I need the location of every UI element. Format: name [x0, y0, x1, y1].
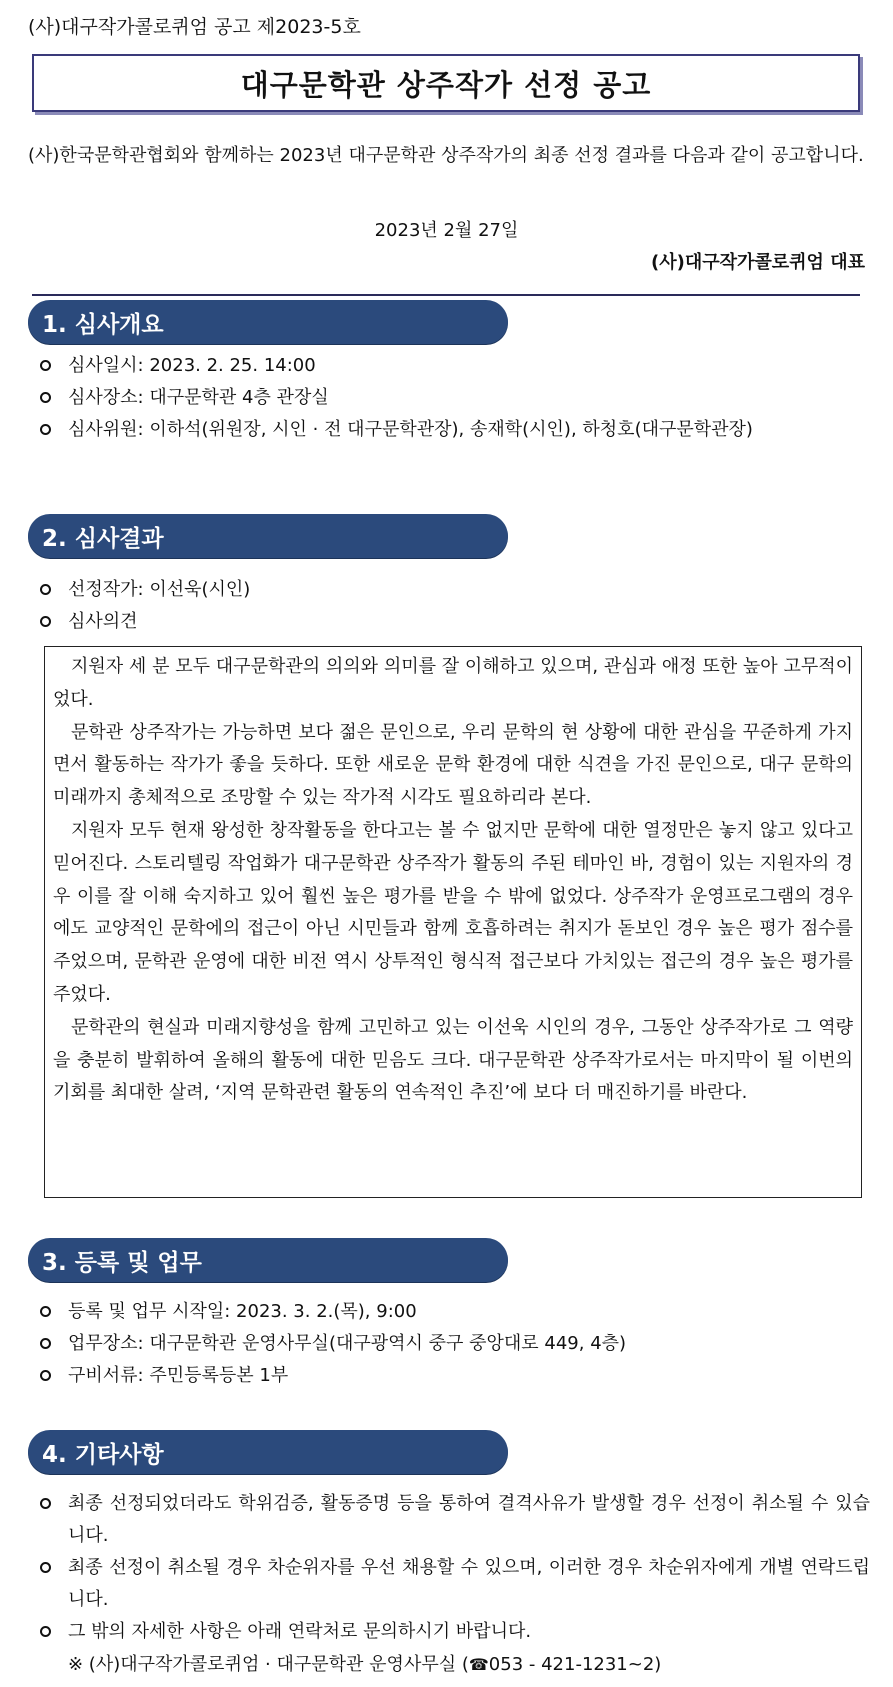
contact-prefix: ※ (사)대구작가콜로퀴엄 · 대구문학관 운영사무실 (	[68, 1654, 469, 1675]
opinion-paragraph: 지원자 세 분 모두 대구문학관의 의의와 의미를 잘 이해하고 있으며, 관심과 애정 또한 높아 고무적이었다.	[53, 656, 853, 710]
circle-bullet-icon	[40, 1306, 51, 1317]
list-item	[40, 1552, 870, 1616]
item-text: 선정작가: 이선욱(시인)	[68, 579, 251, 600]
circle-bullet-icon	[40, 392, 51, 403]
item-text: 심사장소: 대구문학관 4층 관장실	[68, 387, 329, 408]
item-text: 그 밖의 자세한 사항은 아래 연락처로 문의하시기 바랍니다.	[68, 1621, 532, 1642]
opinion-box	[44, 646, 862, 1198]
item-text: 심사위원: 이하석(위원장, 시인 · 전 대구문학관장), 송재학(시인), 하청호(대구문학관장)	[68, 419, 753, 440]
contact-line	[68, 1650, 661, 1676]
opinion-paragraph: 문학관 상주작가는 가능하면 보다 젊은 문인으로, 우리 문학의 현 상황에 대한 관심을 꾸준하게 가지면서 활동하는 작가가 좋을 듯하다. 또한 새로운 문학 환경에 대한 식견을 가진 문인으로, 대구 문학의 미래까지 총체적으로 조망할 수 있는 작가적 시각도 필요하리라 본다.	[53, 721, 853, 809]
section-title: 4. 기타사항	[42, 1441, 164, 1468]
section-header-registration	[28, 1238, 508, 1282]
item-text: 등록 및 업무 시작일: 2023. 3. 2.(목), 9:00	[68, 1301, 417, 1322]
circle-bullet-icon	[40, 616, 51, 627]
circle-bullet-icon	[40, 424, 51, 435]
section-header-etc	[28, 1430, 508, 1474]
section-header-result	[28, 514, 508, 558]
title-box	[32, 54, 860, 112]
section-header-overview	[28, 300, 508, 344]
divider	[32, 294, 860, 296]
phone-icon: ☎	[468, 1655, 489, 1674]
contact-phone: 053 - 421-1231~2)	[488, 1654, 662, 1675]
section-title: 1. 심사개요	[42, 311, 164, 338]
list-item	[40, 1488, 870, 1552]
list-item	[40, 350, 870, 382]
circle-bullet-icon	[40, 1370, 51, 1381]
list-item	[40, 1360, 870, 1392]
circle-bullet-icon	[40, 360, 51, 371]
list-item	[40, 606, 870, 638]
circle-bullet-icon	[40, 1562, 51, 1573]
page-title: 대구문학관 상주작가 선정 공고	[240, 67, 652, 102]
circle-bullet-icon	[40, 1498, 51, 1509]
item-text: 심사의견	[68, 611, 138, 632]
item-text: 최종 선정되었더라도 학위검증, 활동증명 등을 통하여 결격사유가 발생할 경우 선정이 취소될 수 있습니다.	[68, 1493, 870, 1546]
list-item	[40, 382, 870, 414]
overview-list	[40, 350, 870, 446]
intro-text: (사)한국문학관협회와 함께하는 2023년 대구문학관 상주작가의 최종 선정 결과를 다음과 같이 공고합니다.	[28, 145, 864, 166]
circle-bullet-icon	[40, 1626, 51, 1637]
item-text: 심사일시: 2023. 2. 25. 14:00	[68, 355, 316, 376]
notice-number: (사)대구작가콜로퀴엄 공고 제2023-5호	[28, 16, 361, 38]
list-item	[40, 574, 870, 606]
list-item	[40, 1328, 870, 1360]
opinion-paragraph: 지원자 모두 현재 왕성한 창작활동을 한다고는 볼 수 없지만 문학에 대한 열정만은 놓지 않고 있다고 믿어진다. 스토리텔링 작업화가 대구문학관 상주작가 활동의 주된 테마인 바, 경험이 있는 지원자의 경우 이를 잘 이해 숙지하고 있어 훨씬 높은 평가를 받을 수 밖에 없었다. 상주작가 운영프로그램의 경우에도 교양적인 문학에의 접근이 아닌 시민들과 함께 호흡하려는 취지가 돋보인 경우 높은 평가 점수를 주었으며, 문학관 운영에 대한 비전 역시 상투적인 형식적 접근보다 가치있는 접근의 경우 높은 평가를 주었다.	[53, 819, 853, 1005]
result-list	[40, 574, 870, 638]
list-item	[40, 1616, 870, 1648]
notice-date: 2023년 2월 27일	[374, 220, 519, 241]
etc-list	[40, 1488, 870, 1648]
signer: (사)대구작가콜로퀴엄 대표	[651, 252, 865, 273]
circle-bullet-icon	[40, 584, 51, 595]
circle-bullet-icon	[40, 1338, 51, 1349]
section-title: 3. 등록 및 업무	[42, 1249, 202, 1276]
list-item	[40, 1296, 870, 1328]
item-text: 구비서류: 주민등록등본 1부	[68, 1365, 289, 1386]
opinion-paragraph: 문학관의 현실과 미래지향성을 함께 고민하고 있는 이선욱 시인의 경우, 그동안 상주작가로 그 역량을 충분히 발휘하여 올해의 활동에 대한 믿음도 크다. 대구문학관 상주작가로서는 마지막이 될 이번의 기회를 최대한 살려, ‘지역 문학관련 활동의 연속적인 추진’에 보다 더 매진하기를 바란다.	[53, 1016, 853, 1104]
list-item	[40, 414, 870, 446]
section-title: 2. 심사결과	[42, 525, 164, 552]
item-text: 업무장소: 대구문학관 운영사무실(대구광역시 중구 중앙대로 449, 4층)	[68, 1333, 627, 1354]
item-text: 최종 선정이 취소될 경우 차순위자를 우선 채용할 수 있으며, 이러한 경우 차순위자에게 개별 연락드립니다.	[68, 1557, 870, 1610]
registration-list	[40, 1296, 870, 1392]
